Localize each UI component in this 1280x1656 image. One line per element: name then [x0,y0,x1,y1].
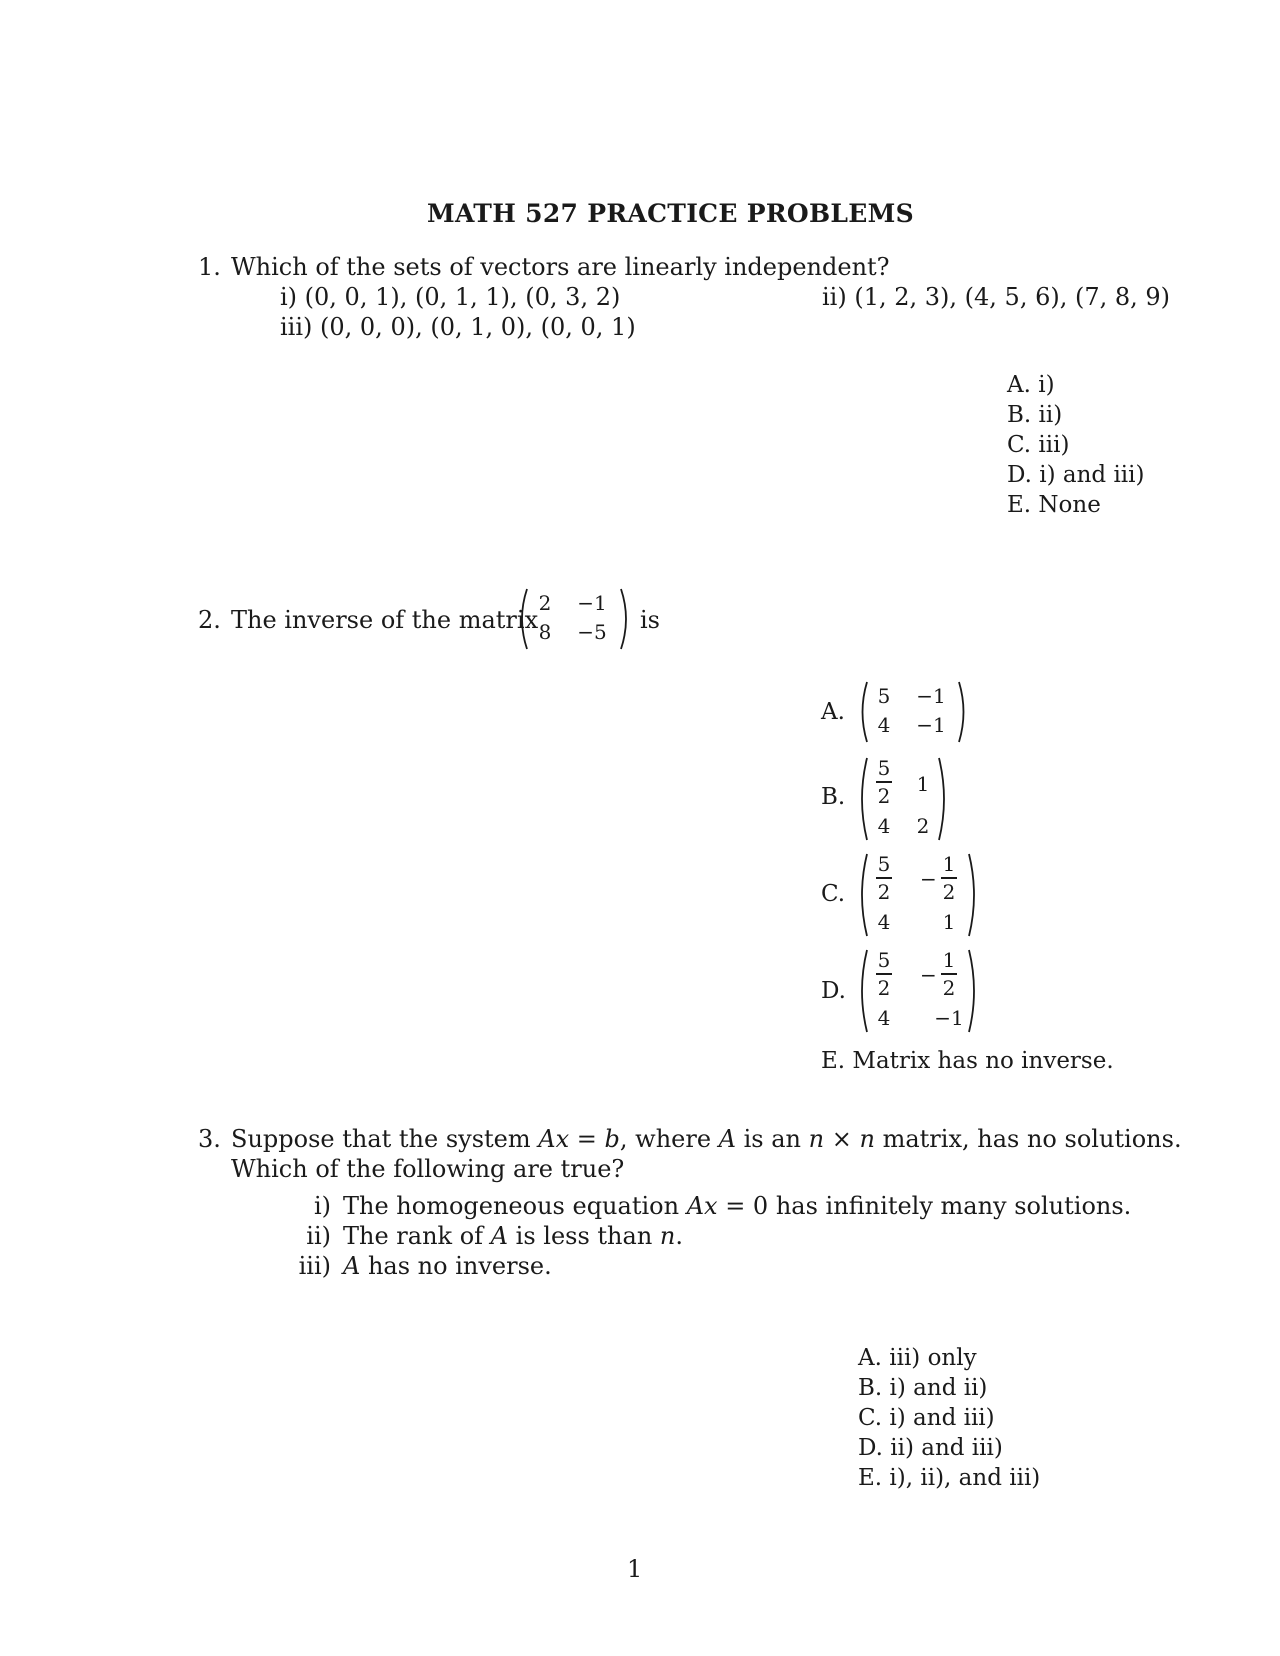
q1-option-a[interactable]: A. i) [1007,372,1055,398]
fraction-denominator: 2 [877,783,891,808]
q1-set-i: i) (0, 0, 1), (0, 1, 1), (0, 3, 2) [280,283,621,311]
fraction-numerator: 5 [877,756,891,780]
q1-option-c[interactable]: C. iii) [1007,432,1070,458]
fraction-bar [941,877,957,879]
q1-option-d[interactable]: D. i) and iii) [1007,462,1145,488]
q2-prefix: The inverse of the matrix [231,606,539,634]
text: × [824,1125,860,1153]
q3-stmt-iii-label: iii) [298,1252,331,1280]
matrix-cell: −1 [577,591,607,615]
q3-stmt-i [343,1194,1131,1218]
fraction-numerator: 5 [877,852,891,876]
fraction-bar [876,973,892,975]
text: = [569,1125,605,1153]
fraction-denominator: 2 [877,879,891,904]
q3-question-line2: Which of the following are true? [231,1155,625,1183]
minus-sign: − [920,963,937,987]
q2-option-e[interactable]: E. Matrix has no inverse. [821,1048,1114,1074]
fraction-numerator: 1 [942,852,956,876]
text: has no inverse. [360,1252,552,1280]
fraction [874,950,894,998]
q2-option-a-label[interactable]: A. [821,699,845,725]
q1-option-b[interactable]: B. ii) [1007,402,1063,428]
q1-option-e[interactable]: E. None [1007,492,1101,518]
q2-matrix [516,587,632,651]
matrix-brackets [857,756,949,842]
text: Suppose that the system [231,1125,539,1153]
text: The rank of [343,1222,491,1250]
text: , where [619,1125,719,1153]
q1-set-iii: iii) (0, 0, 0), (0, 1, 0), (0, 0, 1) [280,313,636,341]
q2-option-b-matrix[interactable] [857,756,949,842]
q3-option-d[interactable]: D. ii) and iii) [858,1435,1003,1461]
q2-number: 2. [198,606,221,634]
fraction [939,854,959,902]
q2-option-c-label[interactable]: C. [821,881,846,907]
q3-option-c[interactable]: C. i) and iii) [858,1405,995,1431]
minus-sign: − [920,867,937,891]
matrix-cell: 4 [877,814,891,838]
math-var: b [604,1125,620,1153]
fraction-numerator: 5 [877,948,891,972]
matrix-cell: 1 [916,772,930,796]
q2-option-d-matrix[interactable] [857,948,979,1034]
fraction-numerator: 1 [942,948,956,972]
q2-suffix: is [640,606,660,634]
math-var: Ax [538,1125,570,1153]
text: The homogeneous equation [343,1192,687,1220]
q3-option-e[interactable]: E. i), ii), and iii) [858,1465,1041,1491]
fraction [874,758,894,806]
q1-set-ii: ii) (1, 2, 3), (4, 5, 6), (7, 8, 9) [822,283,1171,311]
q3-option-b[interactable]: B. i) and ii) [858,1375,988,1401]
math-var: A [718,1125,736,1153]
matrix-cell: 1 [942,910,956,934]
q3-option-a[interactable]: A. iii) only [858,1345,977,1371]
math-var: A [343,1252,361,1280]
matrix-cell: −5 [577,620,607,644]
matrix-cell: 2 [916,814,930,838]
q2-option-d-label[interactable]: D. [821,978,846,1004]
matrix-cell: 8 [538,620,552,644]
matrix-cell: 5 [877,684,891,708]
q3-question-line1 [231,1127,1182,1151]
math-var: n [659,1222,676,1250]
page-title: MATH 527 PRACTICE PROBLEMS [427,199,914,228]
q1-number: 1. [198,253,221,281]
q3-stmt-ii-label: ii) [306,1222,331,1250]
text: matrix, has no solutions. [874,1125,1182,1153]
matrix-cell: 4 [877,713,891,737]
fraction-bar [941,973,957,975]
q1-question: Which of the sets of vectors are linearly independent? [231,253,890,281]
q2-option-b-label[interactable]: B. [821,784,846,810]
matrix-cell: 4 [877,910,891,934]
matrix-cell: −1 [916,713,946,737]
page-number: 1 [627,1555,643,1583]
fraction-denominator: 2 [877,975,891,1000]
q3-stmt-i-label: i) [313,1192,331,1220]
fraction [874,854,894,902]
fraction [939,950,959,998]
q3-stmt-ii [343,1224,683,1248]
matrix-cell: −1 [916,684,946,708]
math-var: A [490,1222,509,1250]
q3-stmt-iii [343,1254,552,1278]
text: is less than [508,1222,660,1250]
matrix-cell: 4 [877,1006,891,1030]
q2-option-a-matrix[interactable] [857,680,969,744]
fraction-bar [876,781,892,783]
math-var: Ax [686,1192,718,1220]
fraction-denominator: 2 [942,879,956,904]
matrix-cell: 2 [538,591,552,615]
math-var: n [808,1125,825,1153]
text: . [675,1222,684,1250]
fraction-denominator: 2 [942,975,956,1000]
text: is an [736,1125,809,1153]
text: = 0 has infinitely many solutions. [717,1192,1132,1220]
q2-option-c-matrix[interactable] [857,852,979,938]
fraction-bar [876,877,892,879]
math-var: n [859,1125,875,1153]
matrix-cell: −1 [934,1006,964,1030]
q3-number: 3. [198,1125,221,1153]
